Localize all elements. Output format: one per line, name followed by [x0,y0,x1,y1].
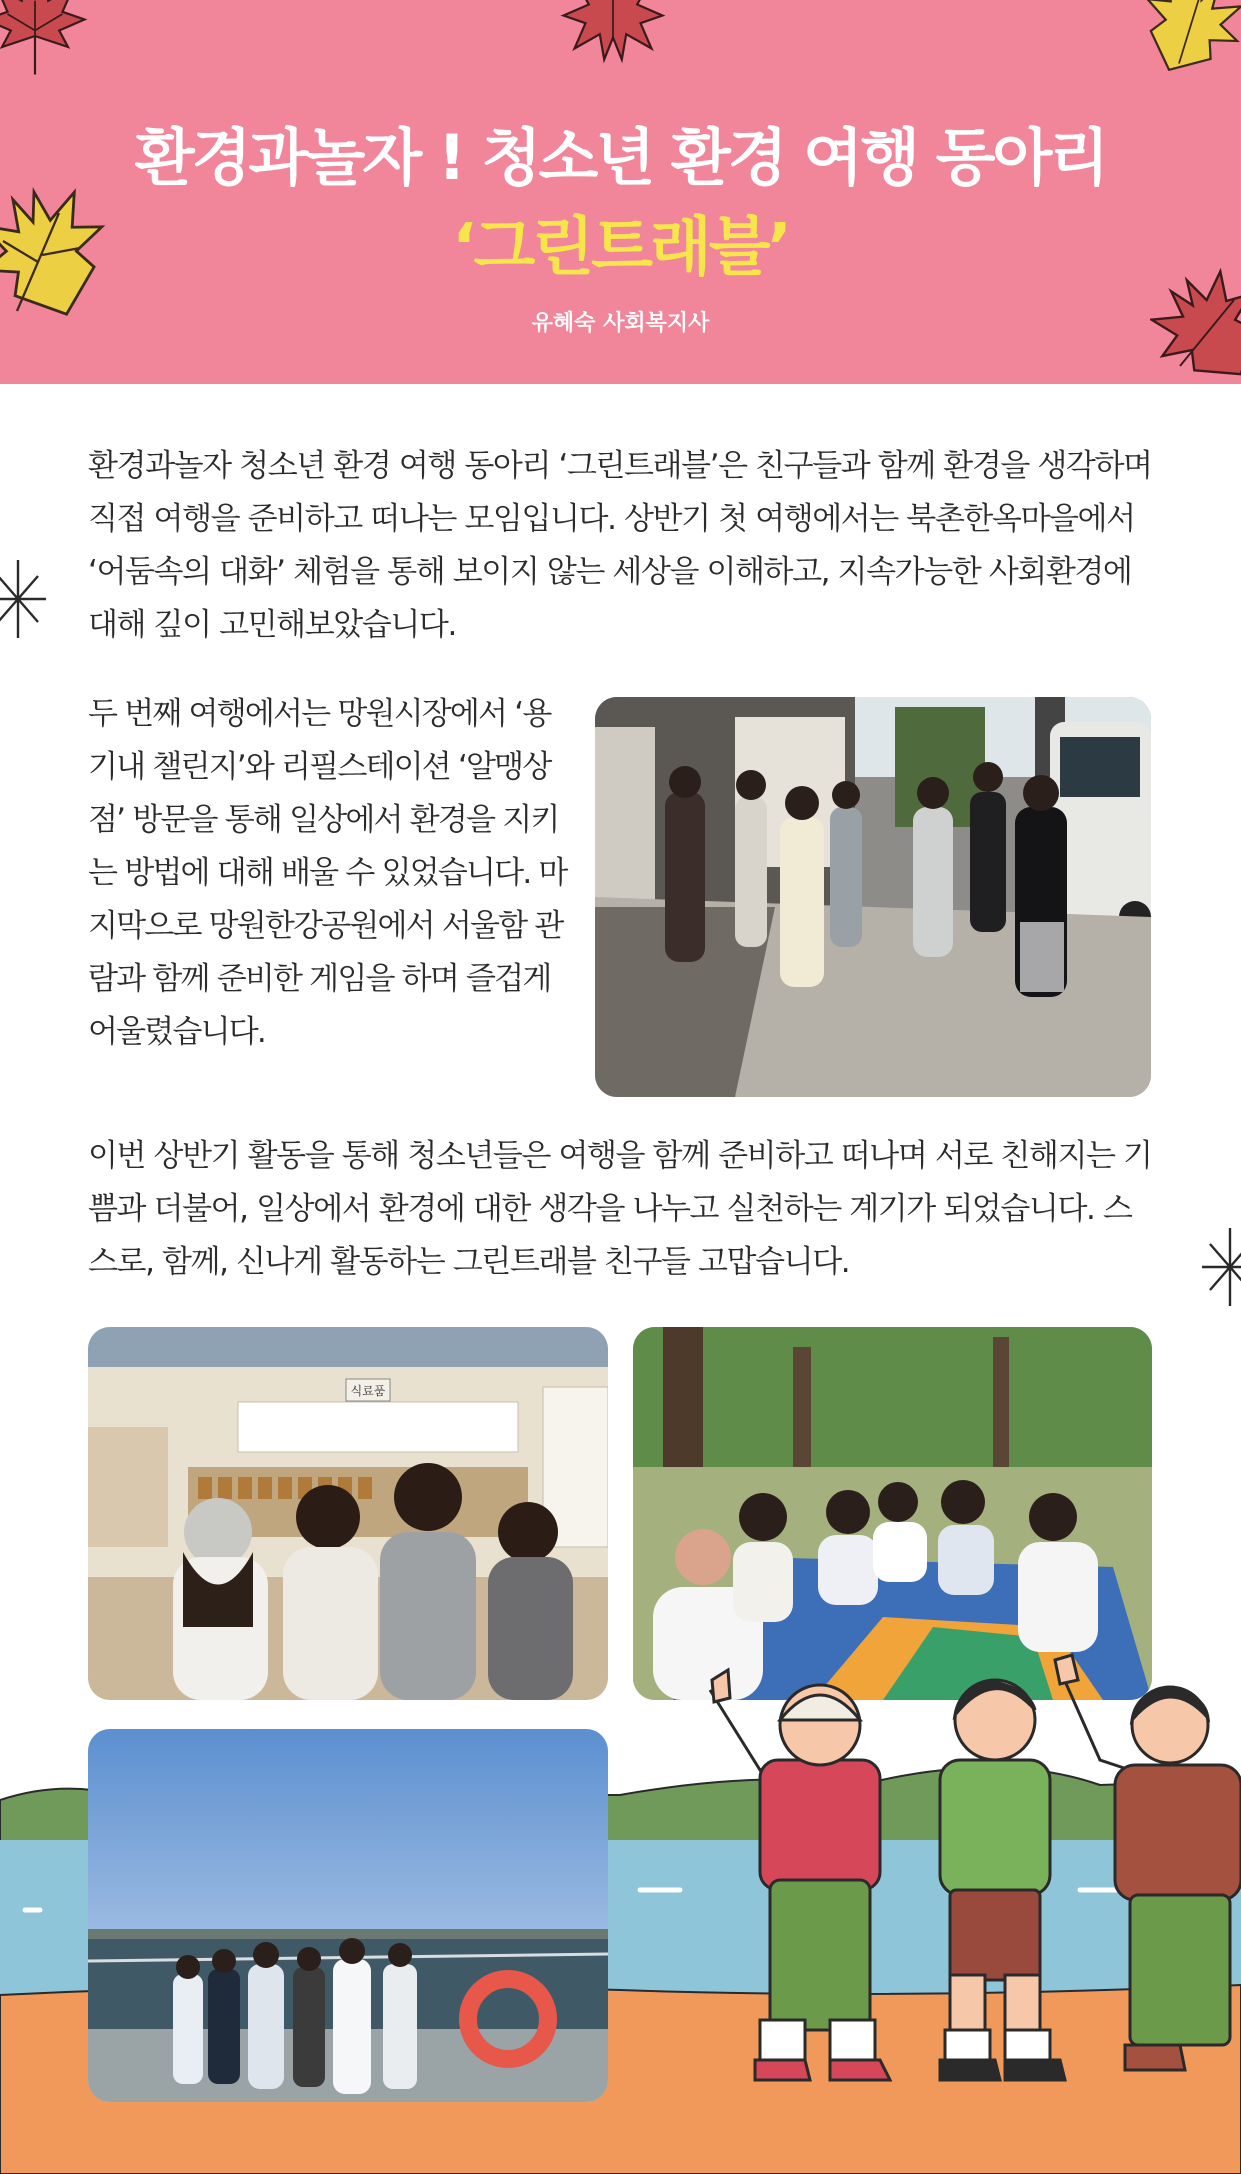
club-name-title: ‘그린트래블’ [452,211,789,285]
second-trip-paragraph: 두 번째 여행에서는 망원시장에서 ‘용기내 챌린지’와 리필스테이션 ‘알맹상점’ 방문을 통해 일상에서 환경을 지키는 방법에 대해 배울 수 있었습니다. 마지막으로 망원한강공원에서 서울함 관람과 함께 준비한 게임을 하며 즐겁게 어울렸습니다. [88,696,567,1050]
cheering-kids-illustration [700,1650,1241,2110]
author-byline: 유혜숙 사회복지사 [531,311,710,336]
refill-station-photo [88,1327,608,1700]
refill-sign-label: 식료품 [350,1384,386,1398]
group-photo-sidewalk [595,697,1151,1097]
header-banner [0,0,1241,384]
sparkle-icon [1200,1226,1241,1308]
maple-leaf-yellow-icon [1130,0,1241,80]
summary-paragraph: 이번 상반기 활동을 통해 청소년들은 여행을 함께 준비하고 떠나며 서로 친해지는 기쁨과 더불어, 일상에서 환경에 대한 생각을 나누고 실천하는 계기가 되었습니다. 스스로, 함께, 신나게 활동하는 그린트래블 친구들 고맙습니다. [88,1138,1152,1280]
intro-paragraph: 환경과놀자 청소년 환경 여행 동아리 ‘그린트래블’은 친구들과 함께 환경을 생각하며 직접 여행을 준비하고 떠나는 모임입니다. 상반기 첫 여행에서는 북촌한옥마을에서 ‘어둠속의 대화’ 체험을 통해 보이지 않는 세상을 이해하고, 지속가능한 사회환경에 대해 깊이 고민해보았습니다. [88,448,1152,643]
page-title: 환경과놀자 ! 청소년 환경 여행 동아리 [134,121,1107,194]
sparkle-icon [0,558,48,640]
picnic-park-photo [633,1327,1152,1700]
maple-leaf-red-icon [0,0,90,85]
seoul-ship-river-photo [88,1729,608,2102]
maple-leaf-red-icon [548,0,678,65]
